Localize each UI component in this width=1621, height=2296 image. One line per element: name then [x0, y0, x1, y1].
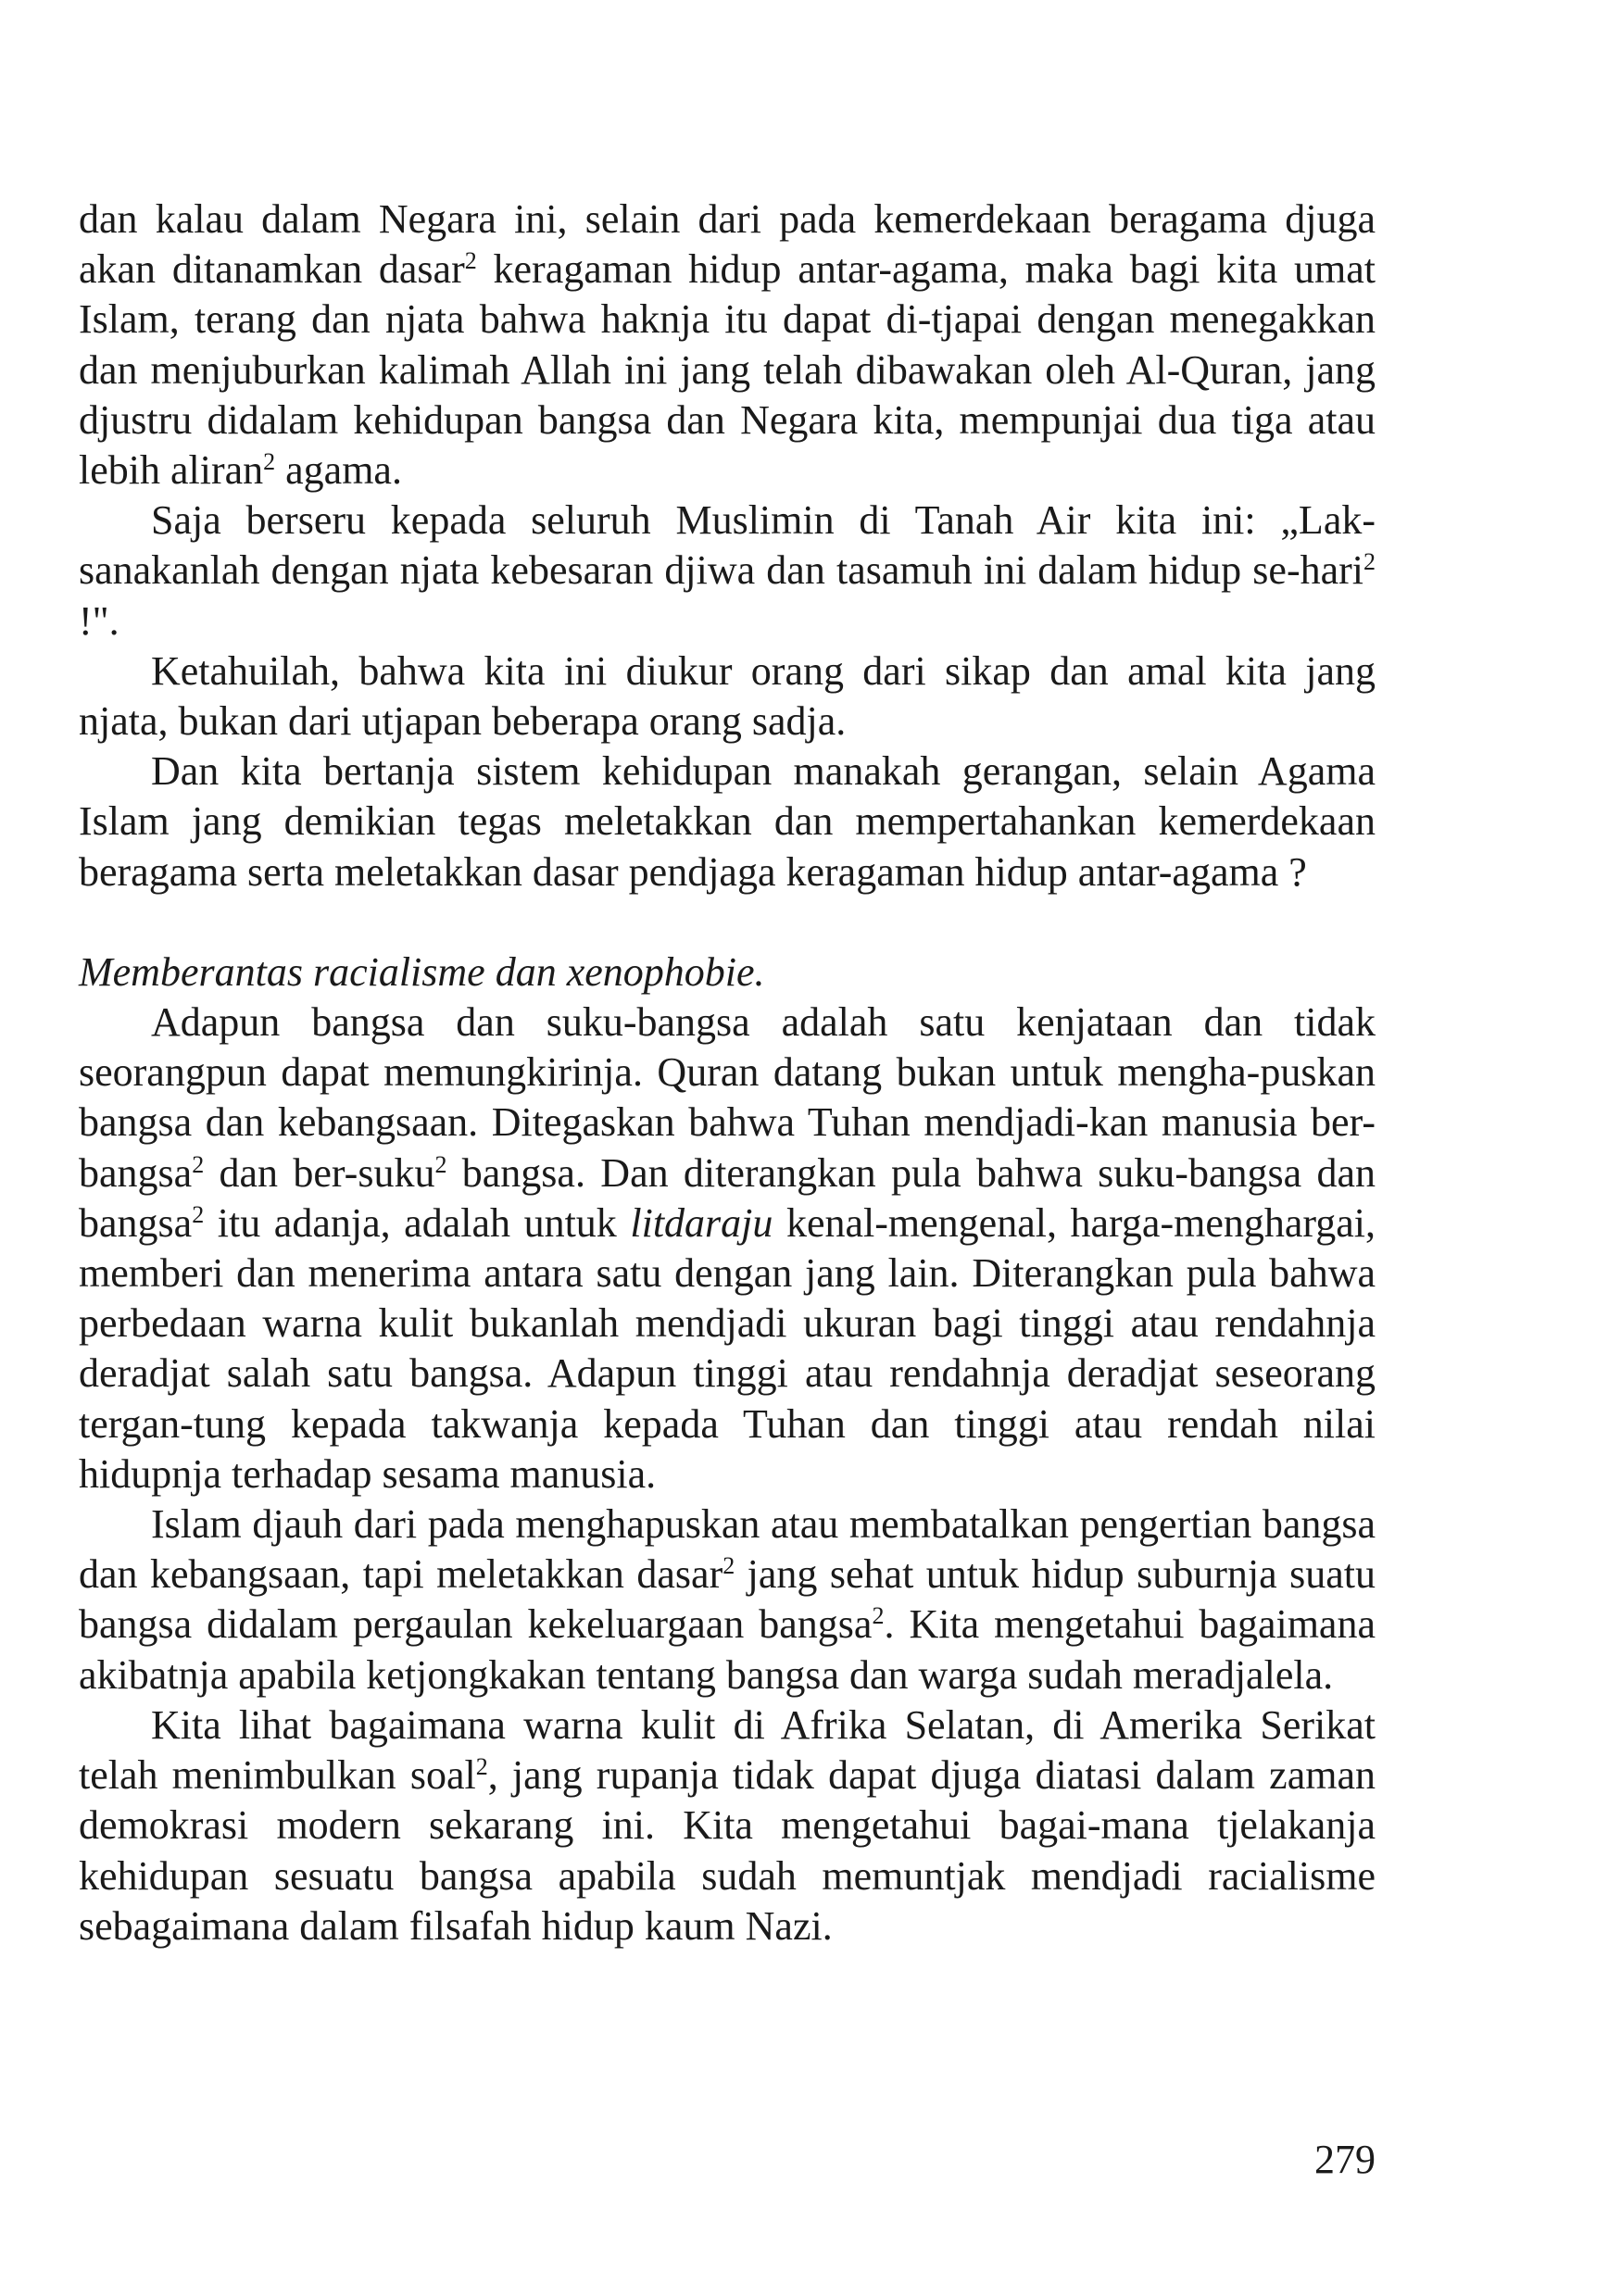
section-paragraph-2 — [79, 1499, 1376, 1700]
paragraph-1 — [79, 194, 1376, 496]
text-run: dan ber-suku — [204, 1149, 435, 1196]
body-text — [79, 194, 1376, 1951]
page-number: 279 — [1314, 2137, 1376, 2182]
superscript: 2 — [1363, 548, 1376, 576]
text-run: kenal-mengenal, harga-menghargai, memberi dan menerima antara satu dengan jang lain. Diterangkan pula bahwa perbedaan warna kulit bukanlah mendjadi ukuran bagi tinggi atau rendahnja deradjat salah satu bangsa. Adapun tinggi atau rendahnja deradjat seseorang tergan-tung kepada takwanja kepada Tuhan dan tinggi atau rendah nilai hidupnja terhadap sesama manusia. — [79, 1199, 1376, 1497]
text-run: . Kita mengetahui bagaimana akibatnja apabila ketjongkakan tentang bangsa dan warga sudah meradjalela. — [79, 1601, 1376, 1698]
section-paragraph-3 — [79, 1700, 1376, 1951]
section-title: Memberantas racialisme dan xenophobie. — [79, 948, 765, 995]
superscript: 2 — [263, 448, 276, 476]
paragraph-4 — [79, 747, 1376, 897]
text-run: bangsa. Dan diterangkan pula bahwa suku-bangsa dan bangsa — [79, 1149, 1376, 1246]
superscript: 2 — [723, 1552, 735, 1580]
text-run: Kita lihat bagaimana warna kulit di Afrika Selatan, di Amerika Serikat telah menimbulkan soal — [79, 1701, 1376, 1799]
superscript: 2 — [434, 1150, 447, 1178]
paragraph-2 — [79, 496, 1376, 646]
text-run: jang sehat untuk hidup suburnja suatu bangsa didalam pergaulan kekeluargaan bangsa — [79, 1551, 1376, 1648]
text-run: itu adanja, adalah untuk — [204, 1199, 631, 1246]
superscript: 2 — [872, 1602, 885, 1630]
section-paragraph-1 — [79, 997, 1376, 1499]
superscript: 2 — [475, 1753, 488, 1781]
superscript: 2 — [192, 1150, 205, 1178]
superscript: 2 — [464, 247, 477, 275]
text-run: Saja berseru kepada seluruh Muslimin di Tanah Air kita ini: „Lak-sanakanlah dengan njata kebesaran djiwa dan tasamuh ini dalam hidup se-hari — [79, 497, 1376, 594]
italic-term: litdaraju — [630, 1199, 773, 1246]
text-run: dan kalau dalam Negara ini, selain dari pada kemerdekaan beragama djuga akan ditanamkan dasar — [79, 196, 1376, 293]
text-run: keragaman hidup antar-agama, maka bagi kita umat Islam, terang dan njata bahwa haknja itu dapat di-tjapai dengan menegakkan dan menjuburkan kalimah Allah ini jang telah dibawakan oleh Al-Quran, jang djustru didalam kehidupan bangsa dan Negara kita, mempunjai dua tiga atau lebih aliran — [79, 246, 1376, 494]
text-run: , jang rupanja tidak dapat djuga diatasi dalam zaman demokrasi modern sekarang ini. Kita mengetahui bagai-mana tjelakanja kehidupan sesuatu bangsa apabila sudah memuntjak mendjadi racialisme sebagaimana dalam filsafah hidup kaum Nazi. — [79, 1752, 1376, 1949]
paragraph-3 — [79, 646, 1376, 747]
text-run: Adapun bangsa dan suku-bangsa adalah satu kenjataan dan tidak seorangpun dapat memungkirinja. Quran datang bukan untuk mengha-puskan bangsa dan kebangsaan. Ditegaskan bahwa Tuhan mendjadi-kan manusia ber-bangsa — [79, 999, 1376, 1196]
superscript: 2 — [192, 1200, 205, 1228]
text-run: Islam djauh dari pada menghapuskan atau membatalkan pengertian bangsa dan kebangsaan, tapi meletakkan dasar — [79, 1501, 1376, 1598]
text-run: Ketahuilah, bahwa kita ini diukur orang dari sikap dan amal kita jang njata, bukan dari utjapan beberapa orang sadja. — [79, 647, 1376, 745]
text-run: Dan kita bertanja sistem kehidupan manakah gerangan, selain Agama Islam jang demikian tegas meletakkan dan mempertahankan kemerdekaan beragama serta meletakkan dasar pendjaga keragaman hidup antar-agama ? — [79, 748, 1376, 895]
text-run: !". — [79, 597, 119, 644]
text-run: agama. — [275, 447, 402, 494]
